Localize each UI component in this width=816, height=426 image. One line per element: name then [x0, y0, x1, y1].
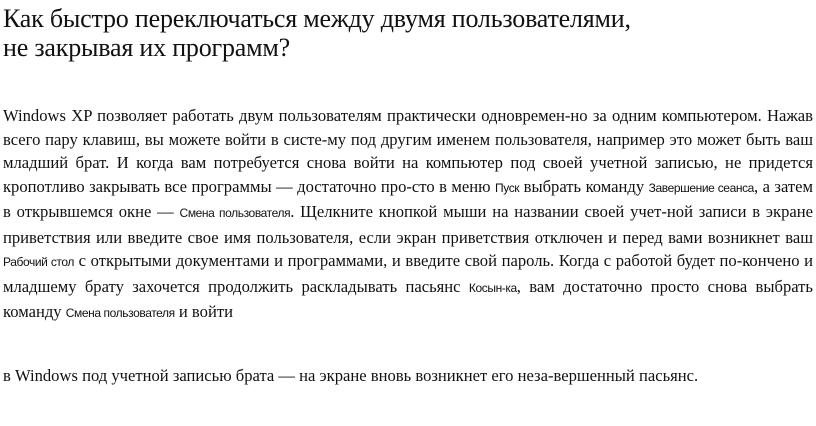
paragraph-text: и войти [174, 302, 233, 321]
paragraph-text: , вам достаточно просто снова выбрать команду [3, 276, 813, 321]
paragraph-text: , а затем в открывшемся окне — [3, 176, 814, 221]
paragraph-text: . Щелкните кнопкой мыши на названии своей учет-ной записи в экране приветствия или введите свое имя пользователя, если экран приветствия отключен и перед вами возникнет ваш [3, 202, 813, 247]
body-paragraph [3, 104, 813, 326]
switch-user-term-2: Смена пользователя [65, 306, 175, 320]
end-session-term: Завершение сеанса [648, 180, 754, 195]
body-paragraph-2: в Windows под учетной записью брата — на экране вновь возникнет его неза-вершенный пасьянс. [3, 366, 699, 385]
start-menu-term: Пуск [495, 180, 520, 195]
paragraph-text: с открытыми документами и программами, и введите свой пароль. Когда с работой будет по-кончено и младшему брату захочется продолжить раскладывать пасьянс [3, 251, 814, 296]
title-line-2: не закрывая их программ? [3, 33, 290, 62]
page-title [3, 4, 631, 62]
paragraph-text: выбрать команду [519, 176, 649, 196]
solitaire-term: Косын-ка [468, 280, 517, 295]
switch-user-term: Смена пользователя [179, 206, 291, 220]
paragraph-text: Windows XP позволяет работать двум пользователям практически одновремен-но за одним компьютером. Нажав всего пару клавиш, вы можете войти в систе-му под другим именем пользователя, например это может быть ваш младший брат. И когда вам потребуется снова войти на компьютер под своей учетной записью, не придется кропотливо закрывать все программы — достаточно про-сто в меню [3, 106, 813, 196]
title-line-1: Как быстро переключаться между двумя пользователями, [3, 4, 631, 33]
desktop-term: Рабочий стол [3, 255, 75, 269]
